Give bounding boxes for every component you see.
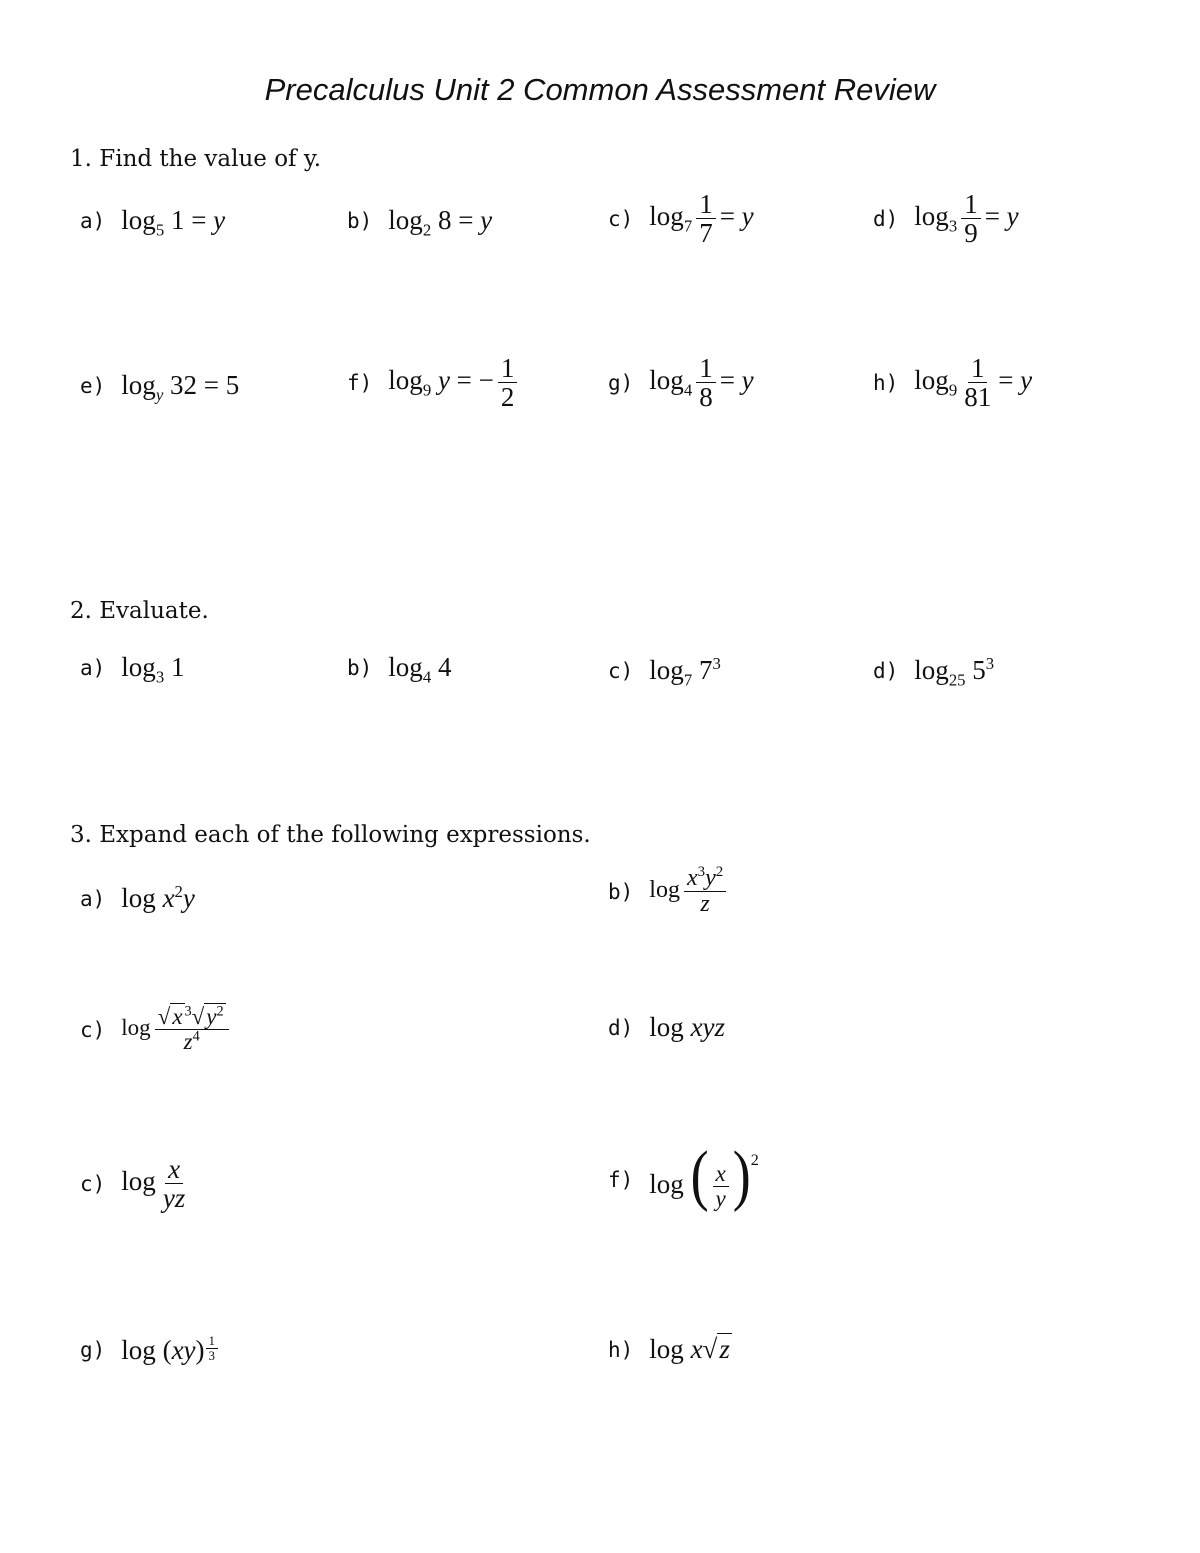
q3-problem-b xyxy=(608,866,730,917)
problem-label: a) xyxy=(80,655,106,680)
log-base: 4 xyxy=(422,667,432,687)
log-base: 9 xyxy=(422,380,432,400)
question-3-heading: 3. Expand each of the following expressions. xyxy=(70,822,591,848)
q1-problem-g xyxy=(608,354,754,412)
problem-label: a) xyxy=(80,886,106,911)
math-expression xyxy=(649,866,730,917)
exponent: 2 xyxy=(715,864,724,880)
fraction xyxy=(696,354,716,412)
fraction xyxy=(155,1005,229,1054)
q1-problem-f xyxy=(347,354,521,412)
q1-problem-h xyxy=(873,354,1032,412)
log-base: 3 xyxy=(155,667,165,687)
fraction-denominator: yz xyxy=(162,1183,186,1214)
exponent: 2 xyxy=(750,1151,759,1169)
exponent: 4 xyxy=(192,1028,200,1045)
problem-label: c) xyxy=(608,658,634,683)
exponent: 2 xyxy=(216,1003,224,1020)
problem-label: f) xyxy=(347,370,373,395)
math-expression: $\log_5 1 = y$ xyxy=(121,205,226,240)
q2-problem-a xyxy=(80,652,185,687)
problem-label: c) xyxy=(608,206,634,231)
log-word: log xyxy=(649,877,680,904)
fraction-denominator: $z^4$ xyxy=(183,1028,200,1055)
problem-label: c) xyxy=(80,1017,106,1042)
fraction-numerator: 1 xyxy=(206,1334,219,1349)
log-word: log xyxy=(121,883,156,913)
q1-problem-d xyxy=(873,190,1019,248)
fraction-numerator: $x^3y^2$ xyxy=(684,866,726,892)
log-base: y xyxy=(155,385,164,405)
fraction-denominator: 9 xyxy=(964,218,978,249)
math-expression: $\log_9 y$ = − $\frac{1}{2}$ xyxy=(388,354,521,412)
log-word: log xyxy=(121,1014,151,1040)
math-expression: $\log_4 4$ xyxy=(388,652,452,687)
q2-problem-c xyxy=(608,654,721,690)
math-expression: log (xy) $\frac{1}{3}$ xyxy=(121,1334,219,1366)
fraction-numerator: 1 xyxy=(696,190,716,219)
math-expression: $\log_y 32 = 5$ xyxy=(121,370,240,405)
log-argument: 1 xyxy=(170,652,185,682)
fraction-numerator: x xyxy=(165,1155,183,1184)
fraction-denominator: 81 xyxy=(964,382,992,413)
log-word: log xyxy=(649,1012,684,1042)
q1-problem-a xyxy=(80,205,226,240)
log-argument: 4 xyxy=(437,652,452,682)
q3-problem-f xyxy=(608,1137,759,1213)
math-expression: $\log_{25} 5^3$ xyxy=(914,654,995,690)
fractional-exponent xyxy=(206,1334,219,1362)
log-base: 3 xyxy=(948,216,958,236)
log-base: 7 xyxy=(683,216,693,236)
problem-label: e) xyxy=(80,373,106,398)
rhs: y xyxy=(741,365,754,396)
problem-label: c) xyxy=(80,1171,106,1196)
rhs: y xyxy=(213,205,226,235)
rhs: y xyxy=(480,205,493,235)
math-expression: $\log_3$ $\frac{1}{9}$ = y xyxy=(914,189,1019,249)
q3-problem-h xyxy=(608,1334,732,1365)
math-expression: log ( $\frac{x}{y}$ )$^2$ xyxy=(649,1137,759,1213)
log-base: 2 xyxy=(422,220,432,240)
log-base: 9 xyxy=(948,380,958,400)
rhs: y xyxy=(1020,365,1033,396)
question-1-heading: 1. Find the value of y. xyxy=(70,146,322,172)
fraction xyxy=(684,866,726,917)
fraction xyxy=(713,1162,729,1211)
fraction-numerator: √x $^3√y^2$ xyxy=(155,1005,229,1030)
fraction xyxy=(160,1155,189,1213)
fraction-numerator: 1 xyxy=(961,190,981,219)
rhs: y xyxy=(741,201,754,232)
fraction xyxy=(961,190,981,248)
math-expression: log xyz xyxy=(649,1012,726,1042)
fraction-denominator: 2 xyxy=(500,382,515,413)
math-expression: $\log_3 1$ xyxy=(121,652,185,687)
exponent: 3 xyxy=(985,654,995,673)
q3-problem-e xyxy=(80,1155,192,1213)
problem-label: d) xyxy=(608,1015,634,1040)
fraction xyxy=(696,190,716,248)
log-argument: 32 xyxy=(170,370,197,400)
problem-label: d) xyxy=(873,206,899,231)
fraction-numerator: x xyxy=(713,1162,729,1187)
math-expression: $\log_2 8 = y$ xyxy=(388,205,493,240)
problem-label: b) xyxy=(347,208,373,233)
q1-problem-e xyxy=(80,370,240,405)
log-base: 5 xyxy=(155,220,165,240)
page-title: Precalculus Unit 2 Common Assessment Review xyxy=(264,72,936,107)
fraction-numerator: 1 xyxy=(968,354,988,383)
log-base: 7 xyxy=(683,670,693,690)
problem-label: b) xyxy=(608,879,634,904)
exponent: 3 xyxy=(697,864,706,880)
q1-problem-c xyxy=(608,190,754,248)
log-argument: 5 xyxy=(972,655,986,685)
math-expression: $\log_9$ $\frac{1}{81}$ = y xyxy=(914,353,1033,413)
math-expression: log x√z xyxy=(649,1334,730,1364)
math-expression: $\log x^2y$ xyxy=(121,882,195,913)
fraction-denominator: z xyxy=(700,891,710,918)
fraction-denominator: 3 xyxy=(208,1347,216,1363)
q1-problem-b xyxy=(347,205,493,240)
exponent: 2 xyxy=(174,882,183,901)
q3-problem-c xyxy=(80,1005,233,1054)
math-expression: $\log_4$ $\frac{1}{8}$ = y xyxy=(649,353,754,413)
log-word: log xyxy=(649,1169,684,1199)
question-2-heading: 2. Evaluate. xyxy=(70,598,209,624)
math-expression: $\log_7 7^3$ xyxy=(649,654,721,690)
problem-label: f) xyxy=(608,1167,634,1192)
q2-problem-b xyxy=(347,652,452,687)
root-index: 3 xyxy=(184,1003,192,1020)
exponent: 3 xyxy=(712,654,721,673)
problem-label: d) xyxy=(873,658,899,683)
q3-problem-g xyxy=(80,1334,219,1366)
problem-label: g) xyxy=(608,370,634,395)
problem-label: a) xyxy=(80,208,106,233)
q3-problem-d xyxy=(608,1012,725,1043)
log-word: log xyxy=(121,1335,156,1365)
log-base: 25 xyxy=(948,670,966,690)
fraction-denominator: 8 xyxy=(699,382,713,413)
fraction-numerator: 1 xyxy=(498,354,518,383)
log-word: log xyxy=(121,1166,156,1197)
fraction xyxy=(498,354,518,412)
math-expression xyxy=(121,1005,232,1054)
fraction-denominator: y xyxy=(715,1186,726,1212)
fraction-numerator: 1 xyxy=(696,354,716,383)
log-base: 4 xyxy=(683,380,693,400)
problem-label: b) xyxy=(347,655,373,680)
log-argument: y xyxy=(437,365,450,396)
math-expression: $\log_7$ $\frac{1}{7}$ = y xyxy=(649,189,754,249)
fraction-denominator: 7 xyxy=(699,218,713,249)
math-expression xyxy=(121,1155,192,1213)
q2-problem-d xyxy=(873,654,995,690)
problem-label: h) xyxy=(608,1337,634,1362)
q3-problem-a xyxy=(80,883,195,914)
log-argument: 8 xyxy=(437,205,452,235)
fraction xyxy=(961,354,994,412)
rhs: y xyxy=(1006,201,1019,232)
log-argument: 1 xyxy=(170,205,185,235)
problem-label: g) xyxy=(80,1338,106,1362)
log-word: log xyxy=(649,1334,684,1364)
rhs: 5 xyxy=(225,370,240,400)
log-argument: 7 xyxy=(698,655,713,685)
problem-label: h) xyxy=(873,370,899,395)
